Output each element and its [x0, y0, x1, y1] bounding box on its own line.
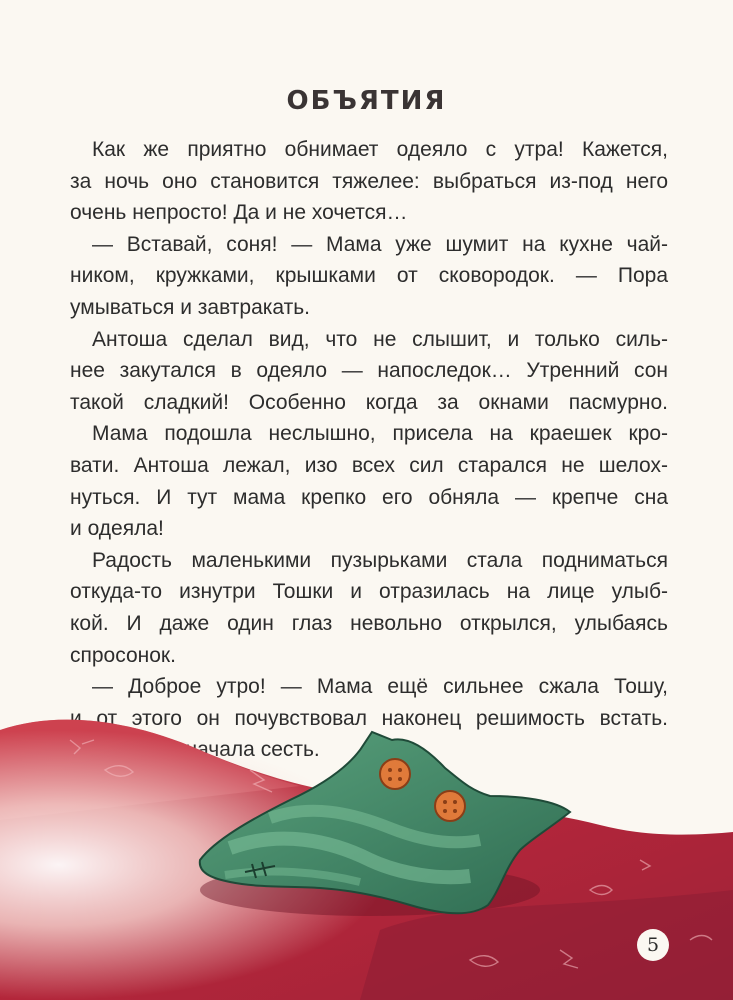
text-line: нуться. И тут мама крепко его обняла — крепче сна — [70, 485, 668, 509]
text-line: и одеяла! — [70, 517, 164, 541]
page-number: 5 — [637, 929, 669, 961]
text-line: Мама подошла неслышно, присела на краешек кро- — [92, 422, 668, 446]
blanket-toy-illustration — [0, 700, 733, 1000]
text-line: Радость маленькими пузырьками стала подниматься — [92, 548, 668, 572]
text-line: кой. И даже один глаз невольно открылся, улыбаясь — [70, 611, 668, 635]
text-line: нее закутался в одеяло — напоследок… Утренний сон — [70, 359, 668, 383]
text-line: очень непросто! Да и не хочется… — [70, 201, 408, 225]
text-line: ником, кружками, крышками от сковородок. — Пора — [70, 264, 668, 288]
text-line: Антоша сделал вид, что не слышит, и только силь- — [92, 327, 668, 351]
story-text — [70, 134, 668, 766]
text-line: такой сладкий! Особенно когда за окнами пасмурно. — [70, 390, 668, 414]
chapter-title: ОБЪЯТИЯ — [286, 86, 447, 116]
text-line: вати. Антоша лежал, изо всех сил старался не шелох- — [70, 453, 668, 477]
text-line: спросонок. — [70, 643, 176, 667]
text-line: Как же приятно обнимает одеяло с утра! Кажется, — [92, 138, 668, 161]
text-line: откуда-то изнутри Тошки и отразилась на лице улыб- — [70, 580, 668, 604]
text-line: умываться и завтракать. — [70, 295, 311, 319]
button-eye-left — [380, 759, 410, 789]
text-line: — Доброе утро! — Мама ещё сильнее сжала Тошу, — [92, 675, 668, 699]
text-line: — Вставай, соня! — Мама уже шумит на кухне чай- — [92, 232, 668, 256]
text-line: за ночь оно становится тяжелее: выбраться из-под него — [70, 169, 668, 193]
button-eye-right — [435, 791, 465, 821]
